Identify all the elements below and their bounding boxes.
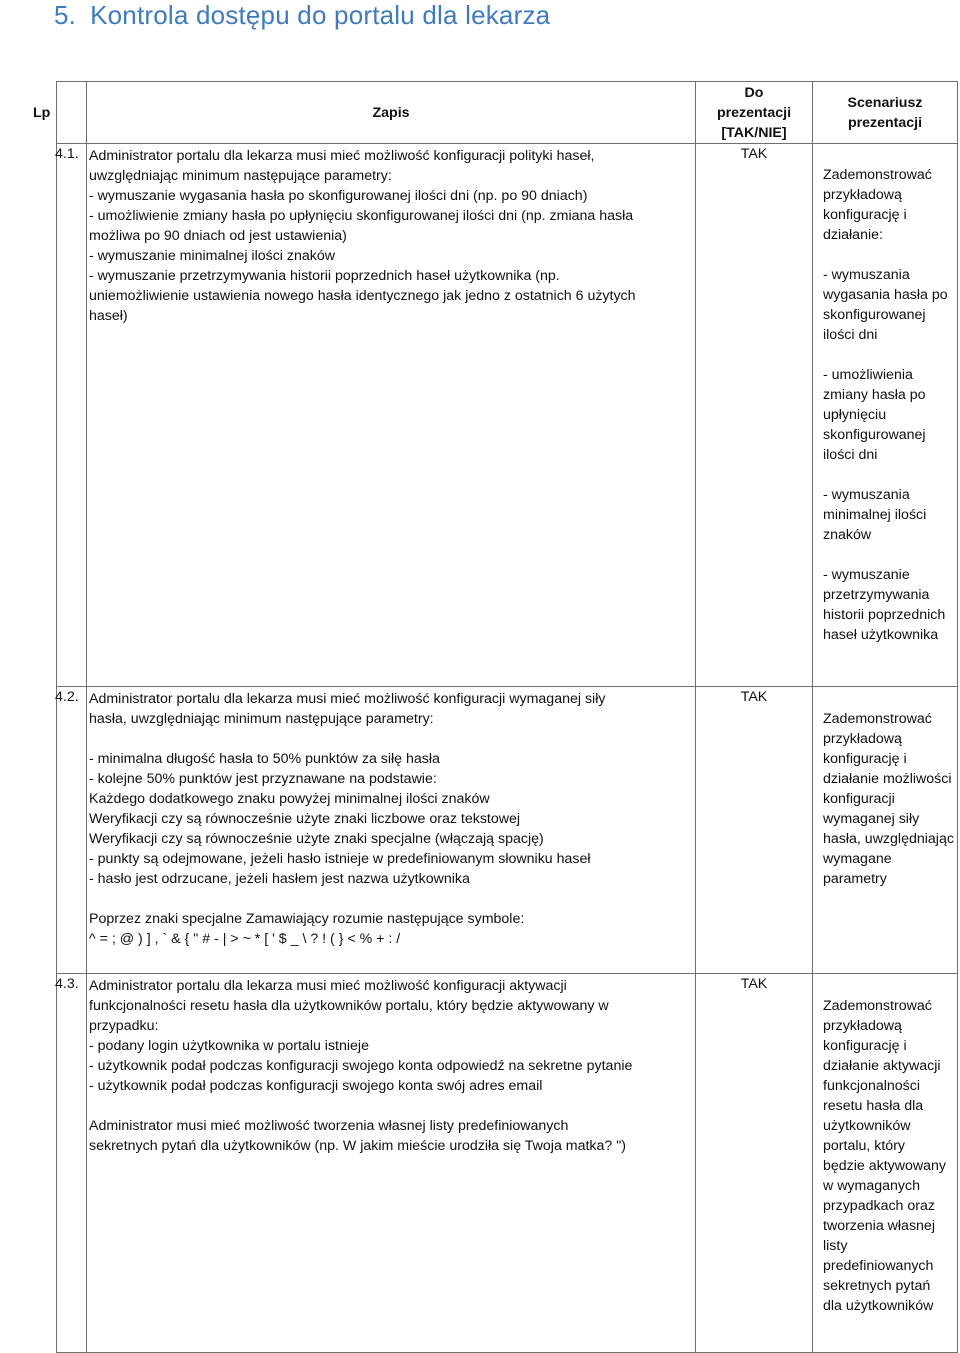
requirement-paragraph: Administrator portalu dla lekarza musi mieć możliwość konfiguracji polityki haseł, uwzględniając minimum następujące parametry: - wymuszanie wygasania hasła po skonfigurowanej ilości dni (np. po 90 dniach) - umożliwienie zmiany hasła po upłynięciu skonfigurowanej ilości dni (np. zmiana hasła możliwa po 90 dniach od jest ustawienia) - wymuszanie minimalnej ilości znaków - wymuszanie przetrzymywania historii poprzednich haseł użytkownika (np. uniemożliwienie ustawienia nowego hasła identycznego jak jedno z ostatnich 6 użytych haseł): [89, 148, 636, 324]
header-do-prezentacji: Do prezentacji [TAK/NIE]: [696, 82, 813, 144]
table-row: [57, 974, 958, 1353]
presentation-scenario: [813, 687, 958, 974]
table-row: [57, 687, 958, 974]
requirement-paragraph: Poprzez znaki specjalne Zamawiający rozumie następujące symbole: ^ = ; @ ) ] , ` & { " # - | > ~ * [ ' $ _ \ ? ! ( } < % + : /: [89, 911, 525, 947]
requirement-text: [87, 144, 696, 687]
table-header-row: [57, 82, 958, 144]
scenario-paragraph: - wymuszania wygasania hasła po skonfigurowanej ilości dni: [823, 267, 948, 343]
header-zapis: Zapis: [87, 82, 696, 144]
section-number: 5.: [54, 0, 77, 30]
requirement-paragraph: Administrator musi mieć możliwość tworzenia własnej listy predefiniowanych sekretnych pytań dla użytkowników (np. W jakim mieście urodziła się Twoja matka? "): [89, 1118, 627, 1154]
presentation-flag: TAK: [696, 974, 813, 1353]
scenario-paragraph: Zademonstrować przykładową konfigurację i działanie:: [823, 167, 932, 243]
row-number: 4.2.: [57, 687, 87, 974]
header-scenariusz: Scenariusz prezentacji: [813, 82, 958, 144]
presentation-scenario: [813, 974, 958, 1353]
presentation-flag: TAK: [696, 144, 813, 687]
scenario-paragraph: Zademonstrować przykładową konfigurację i działanie aktywacji funkcjonalności resetu hasła dla użytkowników portalu, który będzie aktywowany w wymaganych przypadkach oraz tworzenia własnej listy predefiniowanych sekretnych pytań dla użytkowników: [823, 998, 947, 1314]
row-number: 4.3.: [57, 974, 87, 1353]
scenario-paragraph: - wymuszanie przetrzymywania historii poprzednich haseł użytkownika: [823, 567, 946, 643]
requirement-paragraph: Administrator portalu dla lekarza musi mieć możliwość konfiguracji wymaganej siły hasła, uwzględniając minimum następujące parametry:: [89, 691, 606, 727]
scenario-paragraph: Zademonstrować przykładową konfigurację i działanie możliwości konfiguracji wymaganej siły hasła, uwzględniając wymagane parametry: [823, 711, 954, 887]
requirements-table: [33, 81, 958, 1353]
row-number: 4.1.: [57, 144, 87, 687]
scenario-paragraph: - wymuszania minimalnej ilości znaków: [823, 487, 927, 543]
section-title: Kontrola dostępu do portalu dla lekarza: [90, 0, 551, 30]
section-heading: [54, 0, 550, 30]
header-lp: Lp: [57, 82, 87, 144]
requirement-text: [87, 974, 696, 1353]
presentation-scenario: [813, 144, 958, 687]
scenario-paragraph: - umożliwienia zmiany hasła po upłynięciu skonfigurowanej ilości dni: [823, 367, 926, 463]
requirement-paragraph: - minimalna długość hasła to 50% punktów za siłę hasła - kolejne 50% punktów jest przyznawane na podstawie: Każdego dodatkowego znaku powyżej minimalnej ilości znaków Weryfikacji czy są równocześnie użyte znaki liczbowe oraz tekstowej Weryfikacji czy są równocześnie użyte znaki specjalne (włączają spację) - punkty są odejmowane, jeżeli hasło istnieje w predefiniowanym słowniku haseł - hasło jest odrzucane, jeżeli hasłem jest nazwa użytkownika: [89, 751, 591, 887]
requirement-paragraph: Administrator portalu dla lekarza musi mieć możliwość konfiguracji aktywacji funkcjonalności resetu hasła dla użytkowników portalu, który będzie aktywowany w przypadku: - podany login użytkownika w portalu istnieje - użytkownik podał podczas konfiguracji swojego konta odpowiedź na sekretne pytanie - użytkownik podał podczas konfiguracji swojego konta swój adres email: [89, 978, 633, 1094]
requirement-text: [87, 687, 696, 974]
presentation-flag: TAK: [696, 687, 813, 974]
table-row: [57, 144, 958, 687]
